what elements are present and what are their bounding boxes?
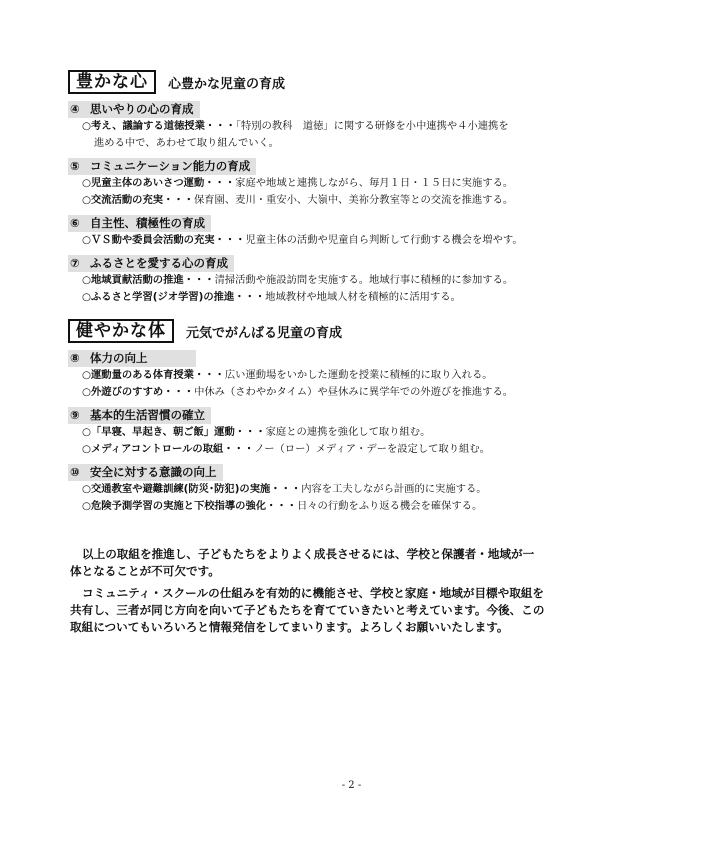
goal-number: ⑨ bbox=[70, 408, 80, 422]
item-list bbox=[68, 347, 548, 515]
goal-item-title bbox=[68, 350, 196, 367]
bullet-circle: ○ bbox=[82, 386, 91, 398]
goal-number: ⑩ bbox=[70, 465, 80, 479]
section-heading bbox=[68, 70, 548, 94]
goal-item-title bbox=[68, 215, 211, 232]
goal-item bbox=[68, 252, 548, 306]
action-lead: 地域貢献活動の推進・・・ bbox=[91, 274, 215, 286]
page-number: - 2 - bbox=[341, 780, 362, 791]
goal-number: ⑦ bbox=[70, 256, 80, 270]
bullet-circle: ○ bbox=[82, 194, 91, 206]
action-line bbox=[68, 175, 548, 192]
action-text: 内容を工夫しながら計画的に実施する。 bbox=[301, 483, 487, 495]
paragraph-text: コミュニティ・スクールの仕組みを有効的に機能させ、学校と家庭・地域が目標や取組を共有し、三者が同じ方向を向いて子どもたちを育てていきたいと考えています。今後、この取組についてもいろいろと情報発信をしてまいります。よろしくお願いいたします。 bbox=[70, 586, 545, 634]
bullet-circle: ○ bbox=[82, 426, 91, 438]
section-title-box: 豊かな心 bbox=[68, 70, 156, 94]
action-text: 家庭との連携を強化して取り組む。 bbox=[265, 426, 431, 438]
bullet-circle: ○ bbox=[82, 500, 91, 512]
goal-title-text: 思いやりの心の育成 bbox=[90, 102, 194, 116]
goal-title-text: ふるさとを愛する心の育成 bbox=[90, 256, 228, 270]
action-lead: 考え、議論する道徳授業・・・ bbox=[91, 120, 236, 132]
action-line bbox=[68, 232, 548, 249]
goal-item bbox=[68, 461, 548, 515]
action-lead: 交通教室や避難訓練(防災･防犯)の実施・・・ bbox=[91, 483, 302, 495]
action-text: 中休み（さわやかタイム）や昼休みに異学年での外遊びを推進する。 bbox=[194, 386, 514, 398]
action-line bbox=[68, 192, 548, 209]
action-text: 日々の行動をふり返る機会を確保する。 bbox=[296, 500, 483, 512]
bullet-circle: ○ bbox=[82, 177, 91, 189]
action-line bbox=[68, 441, 548, 458]
action-line bbox=[68, 424, 548, 441]
goal-item-title bbox=[68, 101, 200, 118]
section-subtitle: 元気でがんばる児童の育成 bbox=[186, 325, 343, 341]
action-text: 「特別の教科 道徳」に関する研修を小中連携や４小連携を bbox=[235, 120, 509, 132]
goal-item bbox=[68, 155, 548, 209]
goal-title-text: 基本的生活習慣の確立 bbox=[90, 408, 205, 422]
action-line bbox=[68, 289, 548, 306]
action-text: ノー（ロー）メディア・デーを設定して取り組む。 bbox=[254, 443, 490, 455]
bullet-circle: ○ bbox=[82, 369, 91, 381]
goal-item bbox=[68, 98, 548, 152]
goal-number: ⑥ bbox=[70, 216, 80, 230]
action-line bbox=[68, 272, 548, 289]
action-line bbox=[68, 498, 548, 515]
action-lead: 「早寝、早起き、朝ご飯」運動・・・ bbox=[91, 426, 266, 438]
goal-number: ⑤ bbox=[70, 159, 80, 173]
bullet-circle: ○ bbox=[82, 234, 91, 246]
closing-paragraph-2 bbox=[70, 585, 545, 636]
goal-item bbox=[68, 347, 548, 401]
goal-item bbox=[68, 404, 548, 458]
item-list bbox=[68, 98, 548, 306]
goal-number: ⑧ bbox=[70, 351, 80, 365]
action-text: 清掃活動や施設訪問を実施する。地域行事に積極的に参加する。 bbox=[214, 274, 514, 286]
action-text-continued: 進める中で、あわせて取り組んでいく。 bbox=[94, 137, 279, 149]
action-line bbox=[68, 367, 548, 384]
action-line bbox=[68, 384, 548, 401]
goal-title-text: 自主性、積極性の育成 bbox=[90, 216, 205, 230]
bullet-circle: ○ bbox=[82, 443, 91, 455]
action-text: 児童主体の活動や児童自ら判断して行動する機会を増やす。 bbox=[245, 234, 523, 246]
section-title-box: 健やかな体 bbox=[68, 319, 174, 343]
action-text: 広い運動場をいかした運動を授業に積極的に取り入れる。 bbox=[224, 369, 493, 381]
action-text: 地域教材や地域人材を積極的に活用する。 bbox=[265, 291, 461, 303]
action-lead: 児童主体のあいさつ運動・・・ bbox=[91, 177, 236, 189]
section-heading bbox=[68, 319, 548, 343]
action-lead: 外遊びのすすめ・・・ bbox=[91, 386, 195, 398]
action-lead: 交流活動の充実・・・ bbox=[91, 194, 194, 206]
action-lead: メディアコントロールの取組・・・ bbox=[91, 443, 255, 455]
section-yutakana-kokoro bbox=[68, 70, 548, 306]
section-sukoyakana-karada bbox=[68, 319, 548, 515]
bullet-circle: ○ bbox=[82, 274, 91, 286]
action-lead: 危険予測学習の実施と下校指導の強化・・・ bbox=[91, 500, 297, 512]
goal-item-title bbox=[68, 464, 223, 481]
bullet-circle: ○ bbox=[82, 120, 91, 132]
goal-title-text: 安全に対する意識の向上 bbox=[90, 465, 217, 479]
goal-title-text: コミュニケーション能力の育成 bbox=[90, 159, 251, 173]
action-line bbox=[68, 481, 548, 498]
closing-paragraph-1 bbox=[70, 546, 545, 580]
goal-title-text: 体力の向上 bbox=[90, 351, 148, 365]
action-text: 家庭や地域と連携しながら、毎月１日・１５日に実施する。 bbox=[235, 177, 514, 189]
action-lead: ふるさと学習(ジオ学習)の推進・・・ bbox=[91, 291, 266, 303]
goal-item-title bbox=[68, 255, 234, 272]
action-text: 保育園、麦川・重安小、大嶺中、美祢分教室等との交流を推進する。 bbox=[193, 194, 514, 206]
action-lead: 運動量のある体育授業・・・ bbox=[91, 369, 225, 381]
action-line bbox=[68, 118, 548, 152]
bullet-circle: ○ bbox=[82, 483, 91, 495]
goal-number: ④ bbox=[70, 102, 80, 116]
goal-item-title bbox=[68, 158, 256, 175]
section-subtitle: 心豊かな児童の育成 bbox=[168, 76, 286, 92]
action-lead: ＶＳ動や委員会活動の充実・・・ bbox=[91, 234, 246, 246]
paragraph-text: 以上の取組を推進し、子どもたちをよりよく成長させるには、学校と保護者・地域が一体となることが不可欠です。 bbox=[70, 547, 535, 578]
bullet-circle: ○ bbox=[82, 291, 91, 303]
goal-item bbox=[68, 212, 548, 249]
goal-item-title bbox=[68, 407, 211, 424]
